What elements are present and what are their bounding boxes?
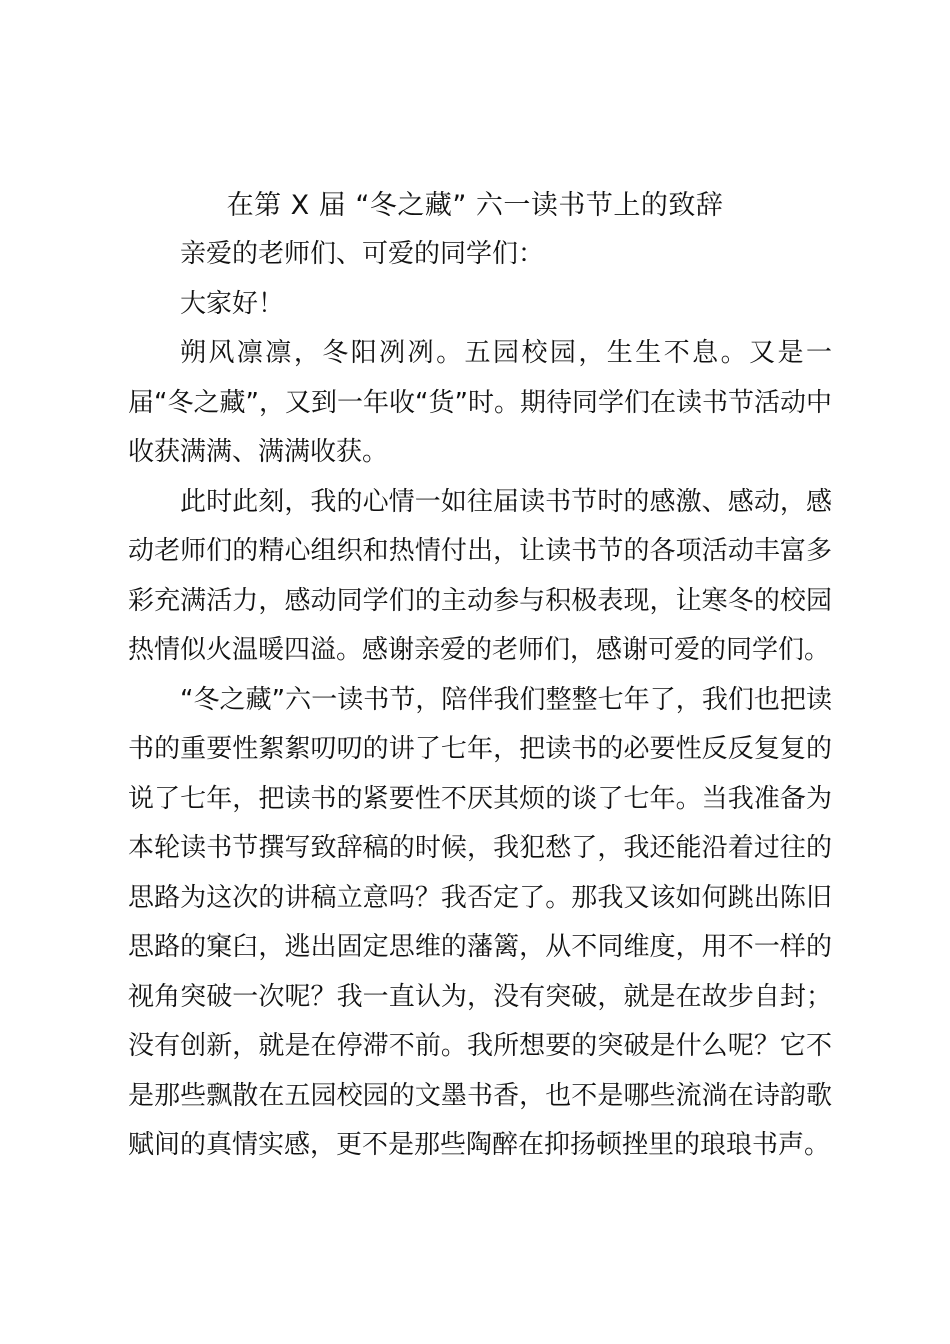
salutation: 亲爱的老师们、可爱的同学们： [180,239,545,269]
document-title: 在第 X 届 “冬之藏” 六一读书节上的致辞 [226,190,724,221]
paragraph-2: 此时此刻，我的心情一如往届读书节时的感激、感动，感动老师们的精心组织和热情付出，让读书节的各项活动丰富多彩充满活力，感动同学们的主动参与积极表现，让寒冬的校园热情似火温暖四溢。感谢亲爱的老师们，感谢可爱的同学们。 [128,486,832,665]
paragraph-3: “冬之藏”六一读书节，陪伴我们整整七年了，我们也把读书的重要性絮絮叨叨的讲了七年，把读书的必要性反反复复的说了七年，把读书的紧要性不厌其烦的谈了七年。当我准备为本轮读书节撰写致辞稿的时候，我犯愁了，我还能沿着过往的思路为这次的讲稿立意吗？我否定了。那我又该如何跳出陈旧思路的窠臼，逃出固定思维的藩篱，从不同维度，用不一样的视角突破一次呢？我一直认为，没有突破，就是在故步自封；没有创新，就是在停滞不前。我所想要的突破是什么呢？它不是那些飘散在五园校园的文墨书香，也不是哪些流淌在诗韵歌赋间的真情实感，更不是那些陶醉在抑扬顿挫里的琅琅书声。 [128,684,832,1160]
greeting: 大家好！ [180,288,285,319]
document-body [128,230,832,1171]
paragraph-1: 朔风凛凛，冬阳冽冽。五园校园，生生不息。又是一届“冬之藏”，又到一年收“货”时。期待同学们在读书节活动中收获满满、满满收获。 [128,338,832,467]
